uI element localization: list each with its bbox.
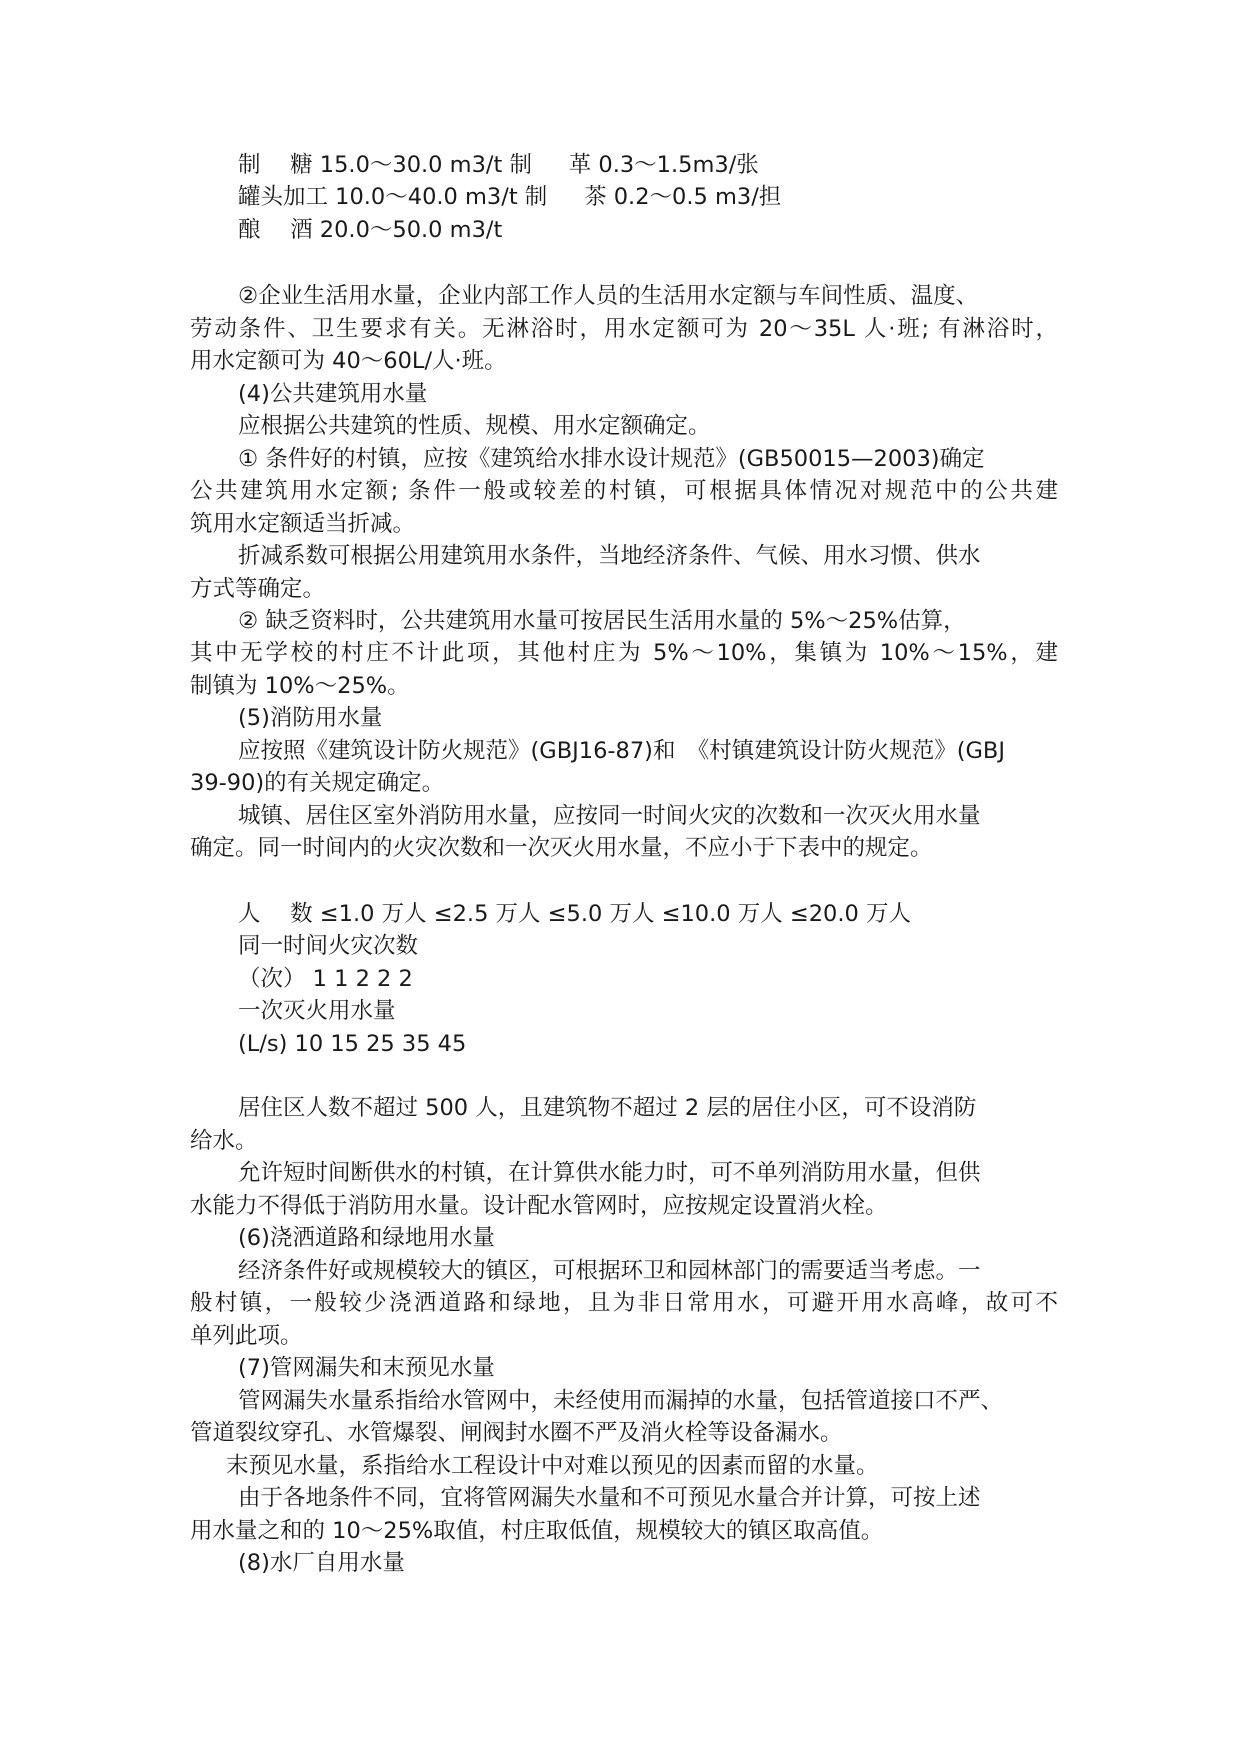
table-line: 一次灭火用水量 bbox=[238, 998, 396, 1024]
section-heading: (6)浇洒道路和绿地用水量 bbox=[238, 1225, 495, 1251]
text-line: 制 糖 15.0～30.0 m3/t 制 革 0.3～1.5m3/张 bbox=[238, 152, 759, 178]
text-line: 确定。同一时间内的火灾次数和一次灭火用水量，不应小于下表中的规定。 bbox=[190, 835, 933, 861]
section-heading: (7)管网漏失和末预见水量 bbox=[238, 1355, 495, 1381]
text-line: 酿 酒 20.0～50.0 m3/t bbox=[238, 217, 503, 243]
text-line: 允许短时间断供水的村镇，在计算供水能力时，可不单列消防用水量，但供 bbox=[238, 1160, 981, 1186]
text-line: ① 条件好的村镇，应按《建筑给水排水设计规范》(GB50015—2003)确定 bbox=[238, 446, 985, 472]
text-line: 管网漏失水量系指给水管网中，未经使用而漏掉的水量，包括管道接口不严、 bbox=[238, 1388, 1004, 1414]
text-line: 用水量之和的 10～25%取值，村庄取低值，规模较大的镇区取高值。 bbox=[190, 1518, 884, 1544]
text-line: 折减系数可根据公用建筑用水条件，当地经济条件、气候、用水习惯、供水 bbox=[238, 543, 981, 569]
text-line: 般村镇，一般较少浇洒道路和绿地，且为非日常用水，可避开用水高峰，故可不 bbox=[190, 1290, 1058, 1316]
text-line: 由于各地条件不同，宜将管网漏失水量和不可预见水量合并计算，可按上述 bbox=[238, 1485, 981, 1511]
text-line: 管道裂纹穿孔、水管爆裂、闸阀封水圈不严及消火栓等设备漏水。 bbox=[190, 1420, 843, 1446]
text-line: 给水。 bbox=[190, 1128, 258, 1154]
text-line: 居住区人数不超过 500 人，且建筑物不超过 2 层的居住小区，可不设消防 bbox=[238, 1095, 977, 1121]
text-line: 用水定额可为 40～60L/人·班。 bbox=[190, 348, 507, 374]
text-line: 公共建筑用水定额; 条件一般或较差的村镇，可根据具体情况对规范中的公共建 bbox=[190, 478, 1058, 504]
text-line: 其中无学校的村庄不计此项，其他村庄为 5%～10%，集镇为 10%～15%，建 bbox=[190, 640, 1058, 666]
text-line: 水能力不得低于消防用水量。设计配水管网时，应按规定设置消火栓。 bbox=[190, 1193, 888, 1219]
text-line: 城镇、居住区室外消防用水量，应按同一时间火灾的次数和一次灭火用水量 bbox=[238, 803, 981, 829]
table-line: （次） 1 1 2 2 2 bbox=[238, 966, 413, 992]
text-line: 末预见水量，系指给水工程设计中对难以预见的因素而留的水量。 bbox=[226, 1453, 879, 1479]
text-line: 筑用水定额适当折减。 bbox=[190, 511, 416, 537]
text-line: 方式等确定。 bbox=[190, 576, 326, 602]
text-line: 应按照《建筑设计防火规范》(GBJ16-87)和 《村镇建筑设计防火规范》(GBJ bbox=[238, 738, 1005, 764]
section-heading: (8)水厂自用水量 bbox=[238, 1550, 405, 1576]
text-line: ②企业生活用水量，企业内部工作人员的生活用水定额与车间性质、温度、 bbox=[238, 283, 979, 309]
text-line: 经济条件好或规模较大的镇区，可根据环卫和园林部门的需要适当考虑。一 bbox=[238, 1258, 981, 1284]
table-line: (L/s) 10 15 25 35 45 bbox=[238, 1031, 467, 1057]
table-line: 同一时间火灾次数 bbox=[238, 933, 419, 959]
text-line: ② 缺乏资料时，公共建筑用水量可按居民生活用水量的 5%～25%估算， bbox=[238, 608, 966, 634]
section-heading: (4)公共建筑用水量 bbox=[238, 381, 428, 407]
text-line: 制镇为 10%～25%。 bbox=[190, 673, 410, 699]
table-line: 人 数 ≤1.0 万人 ≤2.5 万人 ≤5.0 万人 ≤10.0 万人 ≤20.0 万人 bbox=[238, 901, 911, 927]
section-heading: (5)消防用水量 bbox=[238, 705, 383, 731]
text-line: 罐头加工 10.0～40.0 m3/t 制 茶 0.2～0.5 m3/担 bbox=[238, 184, 782, 210]
text-line: 单列此项。 bbox=[190, 1323, 303, 1349]
text-line: 应根据公共建筑的性质、规模、用水定额确定。 bbox=[238, 413, 711, 439]
text-line: 劳动条件、卫生要求有关。无淋浴时，用水定额可为 20～35L 人·班; 有淋浴时， bbox=[190, 316, 1058, 342]
text-line: 39-90)的有关规定确定。 bbox=[190, 770, 445, 796]
